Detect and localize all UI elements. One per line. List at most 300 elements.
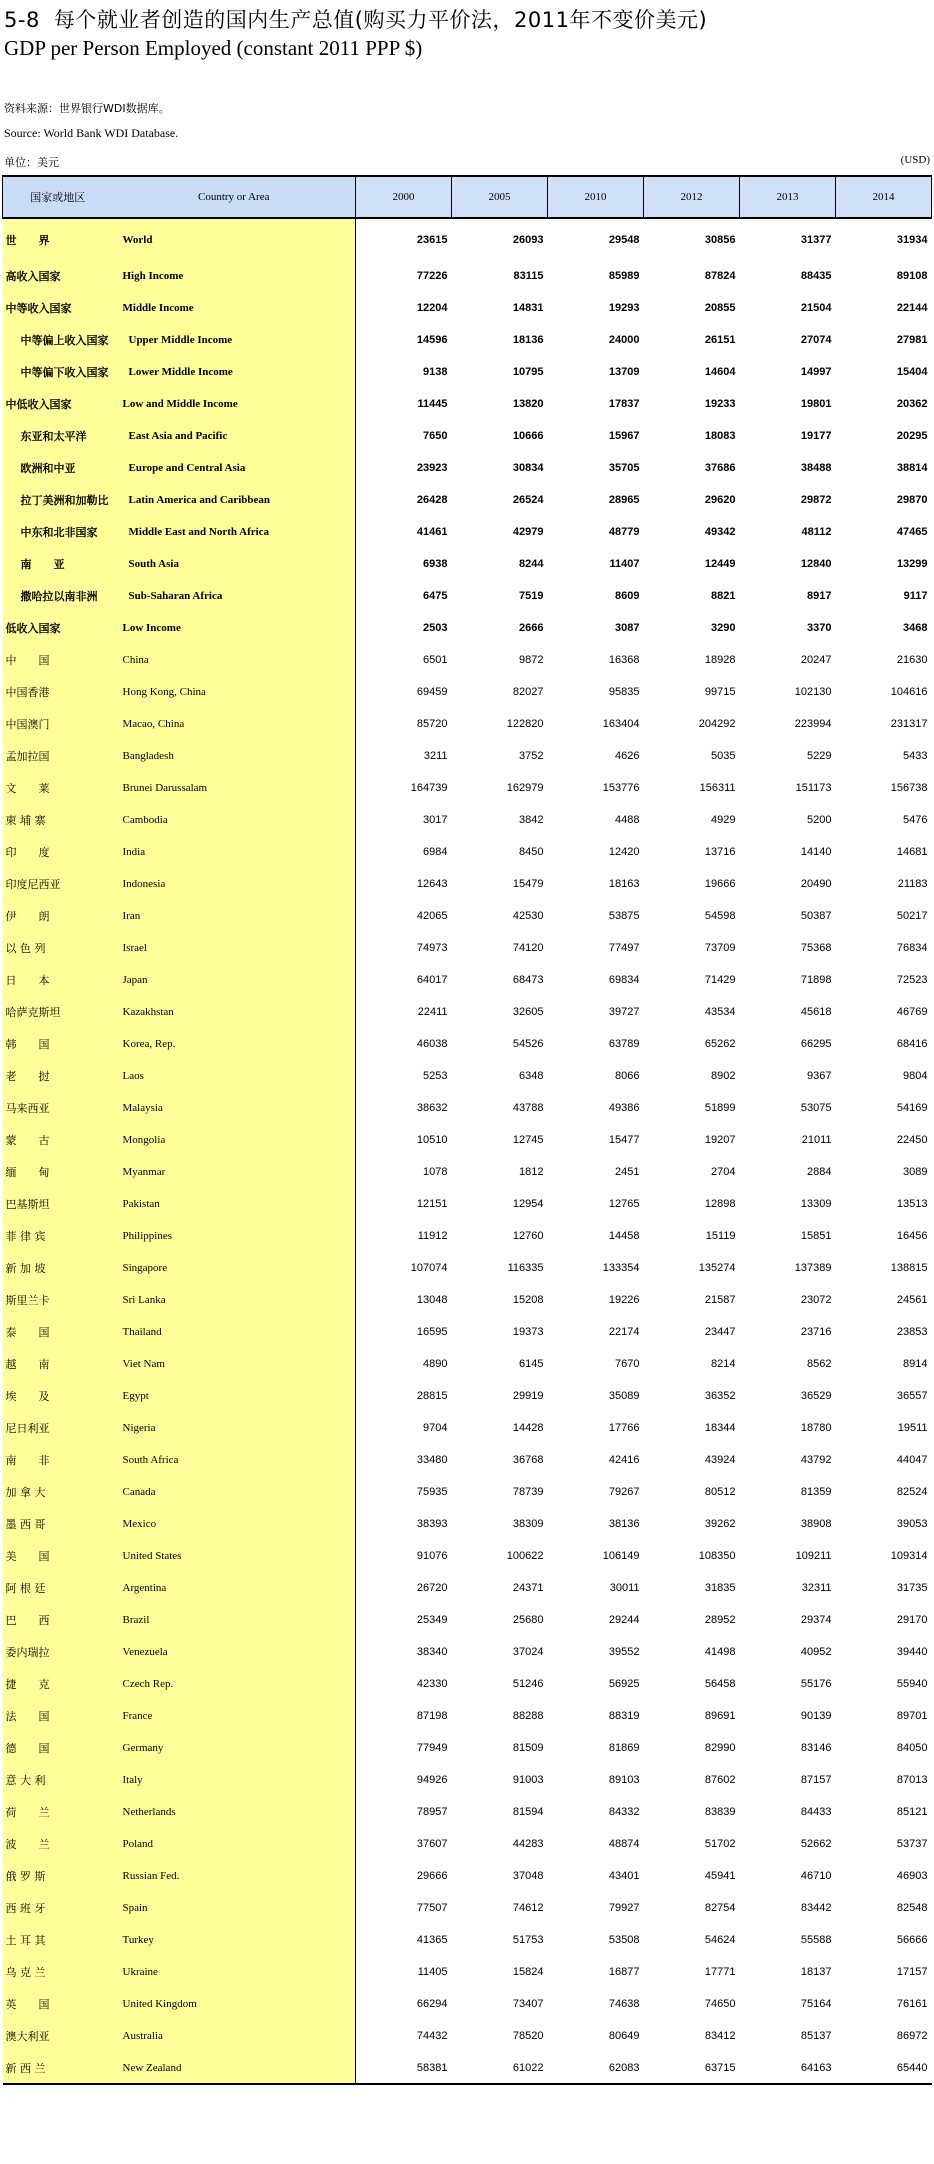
value-cell: 85121 [896, 1806, 928, 1818]
value-cell: 24371 [512, 1582, 544, 1594]
value-cell: 27981 [896, 334, 928, 346]
value-cell: 84332 [608, 1806, 640, 1818]
country-name-cn: 新 加 坡 [3, 1252, 113, 1284]
value-cell: 3752 [519, 750, 544, 762]
country-name-en: High Income [113, 260, 356, 292]
value-cell: 8917 [807, 590, 832, 602]
country-name-cn: 西 班 牙 [3, 1892, 113, 1924]
country-name-cn: 巴 西 [3, 1604, 113, 1636]
value-cell: 4929 [711, 814, 736, 826]
table-row [3, 1220, 932, 1252]
country-name-cn: 韩 国 [3, 1028, 113, 1060]
country-name-cn: 东亚和太平洋 [3, 420, 113, 452]
value-cell: 83115 [513, 270, 544, 282]
country-name-en: Brunei Darussalam [113, 772, 356, 804]
value-cell: 36529 [800, 1390, 832, 1402]
value-cell: 26151 [704, 334, 736, 346]
value-cell: 13716 [704, 846, 736, 858]
value-cell: 31377 [800, 233, 832, 246]
value-cell: 29872 [800, 494, 832, 506]
value-cell: 36557 [896, 1390, 928, 1402]
table-row [3, 452, 932, 484]
header-year: 2013 [740, 176, 836, 218]
value-cell: 13309 [800, 1198, 832, 1210]
value-cell: 135274 [698, 1262, 736, 1274]
value-cell: 9367 [807, 1070, 832, 1082]
table-row [3, 932, 932, 964]
value-cell: 74973 [416, 942, 448, 954]
value-cell: 2503 [423, 622, 448, 634]
value-cell: 116335 [507, 1262, 544, 1274]
value-cell: 30856 [704, 233, 736, 246]
country-name-en: Macao, China [113, 708, 356, 740]
value-cell: 87157 [800, 1774, 832, 1786]
country-name-en: Low and Middle Income [113, 388, 356, 420]
value-cell: 91003 [512, 1774, 544, 1786]
value-cell: 20490 [800, 878, 832, 890]
value-cell: 12151 [416, 1198, 448, 1210]
value-cell: 18928 [704, 654, 736, 666]
table-row [3, 1060, 932, 1092]
table-row [3, 1636, 932, 1668]
value-cell: 6475 [423, 590, 448, 602]
value-cell: 22450 [896, 1134, 928, 1146]
country-name-cn: 欧洲和中亚 [3, 452, 113, 484]
country-name-en: Venezuela [113, 1636, 356, 1668]
value-cell: 8609 [615, 590, 640, 602]
value-cell: 51899 [704, 1102, 736, 1114]
country-name-en: Russian Fed. [113, 1860, 356, 1892]
value-cell: 156311 [699, 782, 736, 794]
table-row [3, 1380, 932, 1412]
country-name-en: Argentina [113, 1572, 356, 1604]
value-cell: 21504 [800, 302, 832, 314]
country-name-en: South Asia [113, 548, 356, 580]
value-cell: 84433 [800, 1806, 832, 1818]
value-cell: 74432 [416, 2030, 448, 2042]
country-name-en: Lower Middle Income [113, 356, 356, 388]
value-cell: 18344 [704, 1422, 736, 1434]
value-cell: 38340 [416, 1646, 448, 1658]
value-cell: 4626 [615, 750, 640, 762]
value-cell: 9138 [423, 366, 448, 378]
table-row [3, 1796, 932, 1828]
country-name-cn: 巴基斯坦 [3, 1188, 113, 1220]
table-row [3, 1892, 932, 1924]
country-name-cn: 乌 克 兰 [3, 1956, 113, 1988]
country-name-cn: 英 国 [3, 1988, 113, 2020]
header-year: 2012 [644, 176, 740, 218]
value-cell: 42530 [512, 910, 544, 922]
value-cell: 19511 [897, 1422, 928, 1434]
value-cell: 100622 [506, 1550, 544, 1562]
value-cell: 26428 [416, 494, 448, 506]
value-cell: 20362 [896, 398, 928, 410]
value-cell: 7650 [423, 430, 448, 442]
value-cell: 77497 [608, 942, 640, 954]
unit-label-en: (USD) [900, 154, 930, 166]
table-row [3, 484, 932, 516]
table-row [3, 1988, 932, 2020]
table-row [3, 1092, 932, 1124]
value-cell: 133354 [602, 1262, 640, 1274]
header-year: 2014 [836, 176, 932, 218]
value-cell: 82754 [704, 1902, 736, 1914]
value-cell: 31835 [704, 1582, 736, 1594]
value-cell: 16595 [416, 1326, 448, 1338]
value-cell: 54598 [704, 910, 736, 922]
value-cell: 32605 [512, 1006, 544, 1018]
value-cell: 46903 [896, 1870, 928, 1882]
value-cell: 63715 [644, 2052, 740, 2084]
country-name-en: Canada [113, 1476, 356, 1508]
value-cell: 21183 [897, 878, 928, 890]
value-cell: 43534 [704, 1006, 736, 1018]
value-cell: 90139 [800, 1710, 832, 1722]
value-cell: 69834 [608, 974, 640, 986]
value-cell: 11445 [417, 398, 448, 410]
value-cell: 32311 [801, 1582, 832, 1594]
value-cell: 55940 [896, 1678, 928, 1690]
value-cell: 51702 [704, 1838, 736, 1850]
value-cell: 102130 [794, 686, 832, 698]
value-cell: 87602 [704, 1774, 736, 1786]
value-cell: 94926 [416, 1774, 448, 1786]
country-name-cn: 泰 国 [3, 1316, 113, 1348]
country-name-en: Laos [113, 1060, 356, 1092]
table-row [3, 1732, 932, 1764]
country-name-en: China [113, 644, 356, 676]
value-cell: 81594 [512, 1806, 544, 1818]
value-cell: 41365 [416, 1934, 448, 1946]
value-cell: 14596 [416, 334, 448, 346]
table-row [3, 1572, 932, 1604]
value-cell: 8562 [807, 1358, 832, 1370]
value-cell: 23853 [896, 1326, 928, 1338]
unit-label-cn: 单位：美元 [4, 156, 59, 169]
country-name-cn: 斯里兰卡 [3, 1284, 113, 1316]
country-name-en: Kazakhstan [113, 996, 356, 1028]
value-cell: 10510 [416, 1134, 448, 1146]
value-cell: 104616 [890, 686, 928, 698]
country-name-cn: 委内瑞拉 [3, 1636, 113, 1668]
value-cell: 18083 [704, 430, 736, 442]
value-cell: 163404 [602, 718, 640, 730]
value-cell: 109211 [795, 1550, 832, 1562]
value-cell: 204292 [698, 718, 736, 730]
country-name-en: United Kingdom [113, 1988, 356, 2020]
table-row [3, 804, 932, 836]
country-name-cn: 中东和北非国家 [3, 516, 113, 548]
value-cell: 82027 [512, 686, 544, 698]
value-cell: 29919 [512, 1390, 544, 1402]
value-cell: 75164 [800, 1998, 832, 2010]
value-cell: 5253 [423, 1070, 448, 1082]
country-name-cn: 荷 兰 [3, 1796, 113, 1828]
value-cell: 88288 [512, 1710, 544, 1722]
value-cell: 3842 [519, 814, 544, 826]
value-cell: 16456 [896, 1230, 928, 1242]
country-name-en: Middle Income [113, 292, 356, 324]
table-row [3, 548, 932, 580]
value-cell: 61022 [452, 2052, 548, 2084]
value-cell: 13709 [608, 366, 640, 378]
value-cell: 27074 [800, 334, 832, 346]
value-cell: 37048 [512, 1870, 544, 1882]
value-cell: 80512 [704, 1486, 736, 1498]
value-cell: 4890 [423, 1358, 448, 1370]
value-cell: 72523 [896, 974, 928, 986]
value-cell: 52662 [800, 1838, 832, 1850]
value-cell: 44283 [512, 1838, 544, 1850]
country-name-cn: 高收入国家 [3, 260, 113, 292]
value-cell: 21630 [896, 654, 928, 666]
value-cell: 3468 [903, 622, 928, 634]
value-cell: 53875 [608, 910, 640, 922]
value-cell: 3211 [423, 750, 448, 762]
value-cell: 71429 [704, 974, 736, 986]
value-cell: 80649 [608, 2030, 640, 2042]
value-cell: 6938 [423, 558, 448, 570]
value-cell: 3087 [615, 622, 640, 634]
country-name-en: Indonesia [113, 868, 356, 900]
value-cell: 21011 [801, 1134, 832, 1146]
value-cell: 73709 [704, 942, 736, 954]
header-year: 2010 [548, 176, 644, 218]
value-cell: 12840 [800, 558, 832, 570]
value-cell: 71898 [800, 974, 832, 986]
value-cell: 15967 [608, 430, 640, 442]
value-cell: 23615 [416, 233, 448, 246]
value-cell: 23716 [800, 1326, 832, 1338]
table-row [3, 1604, 932, 1636]
value-cell: 29170 [896, 1614, 928, 1626]
country-name-en: Cambodia [113, 804, 356, 836]
country-name-cn: 捷 克 [3, 1668, 113, 1700]
value-cell: 46769 [896, 1006, 928, 1018]
table-row [3, 644, 932, 676]
country-name-en: Iran [113, 900, 356, 932]
table-row [3, 1284, 932, 1316]
value-cell: 39440 [896, 1646, 928, 1658]
value-cell: 12954 [512, 1198, 544, 1210]
value-cell: 55588 [800, 1934, 832, 1946]
value-cell: 30011 [609, 1582, 640, 1594]
value-cell: 86972 [896, 2030, 928, 2042]
value-cell: 63789 [608, 1038, 640, 1050]
country-name-cn: 拉丁美洲和加勒比 [3, 484, 113, 516]
value-cell: 66294 [416, 1998, 448, 2010]
country-name-en: Korea, Rep. [113, 1028, 356, 1060]
value-cell: 69459 [416, 686, 448, 698]
country-name-cn: 中国香港 [3, 676, 113, 708]
value-cell: 162979 [506, 782, 544, 794]
value-cell: 8066 [615, 1070, 640, 1082]
value-cell: 65440 [836, 2052, 932, 2084]
value-cell: 29374 [800, 1614, 832, 1626]
table-row [3, 612, 932, 644]
country-name-en: New Zealand [113, 2052, 356, 2084]
value-cell: 46038 [416, 1038, 448, 1050]
table-row [3, 2020, 932, 2052]
value-cell: 33480 [416, 1454, 448, 1466]
value-cell: 51246 [512, 1678, 544, 1690]
value-cell: 15824 [512, 1966, 544, 1978]
value-cell: 18136 [512, 334, 544, 346]
value-cell: 74650 [704, 1998, 736, 2010]
value-cell: 55176 [800, 1678, 832, 1690]
value-cell: 43792 [800, 1454, 832, 1466]
value-cell: 38136 [608, 1518, 640, 1530]
country-name-cn: 菲 律 宾 [3, 1220, 113, 1252]
value-cell: 81869 [608, 1742, 640, 1754]
value-cell: 16368 [608, 654, 640, 666]
value-cell: 81359 [800, 1486, 832, 1498]
value-cell: 43788 [512, 1102, 544, 1114]
table-row [3, 1156, 932, 1188]
value-cell: 151173 [795, 782, 832, 794]
value-cell: 29244 [608, 1614, 640, 1626]
value-cell: 87824 [704, 270, 736, 282]
value-cell: 39552 [608, 1646, 640, 1658]
country-name-cn: 波 兰 [3, 1828, 113, 1860]
country-name-cn: 俄 罗 斯 [3, 1860, 113, 1892]
table-row [3, 900, 932, 932]
value-cell: 2666 [519, 622, 544, 634]
value-cell: 8214 [711, 1358, 736, 1370]
country-name-cn: 世 界 [3, 218, 113, 260]
value-cell: 76834 [896, 942, 928, 954]
value-cell: 13820 [512, 398, 544, 410]
value-cell: 54526 [512, 1038, 544, 1050]
country-name-en: Latin America and Caribbean [113, 484, 356, 516]
value-cell: 65262 [704, 1038, 736, 1050]
value-cell: 82524 [896, 1486, 928, 1498]
value-cell: 11407 [609, 558, 640, 570]
value-cell: 15119 [705, 1230, 736, 1242]
country-name-cn: 中等偏下收入国家 [3, 356, 113, 388]
value-cell: 89108 [896, 270, 928, 282]
country-name-cn: 低收入国家 [3, 612, 113, 644]
table-row [3, 708, 932, 740]
header-country-en: Country or Area [113, 176, 356, 218]
value-cell: 22174 [608, 1326, 640, 1338]
country-name-cn: 孟加拉国 [3, 740, 113, 772]
table-body [3, 218, 932, 2084]
value-cell: 9117 [903, 590, 928, 602]
value-cell: 9804 [903, 1070, 928, 1082]
value-cell: 82548 [896, 1902, 928, 1914]
value-cell: 19293 [608, 302, 640, 314]
value-cell: 64017 [416, 974, 448, 986]
table-row [3, 324, 932, 356]
country-name-cn: 中国澳门 [3, 708, 113, 740]
value-cell: 26524 [512, 494, 544, 506]
country-name-cn: 柬 埔 寨 [3, 804, 113, 836]
value-cell: 85989 [608, 270, 640, 282]
country-name-cn: 缅 甸 [3, 1156, 113, 1188]
value-cell: 19666 [704, 878, 736, 890]
value-cell: 85137 [800, 2030, 832, 2042]
value-cell: 49386 [608, 1102, 640, 1114]
value-cell: 49342 [704, 526, 736, 538]
value-cell: 48779 [608, 526, 640, 538]
value-cell: 73407 [512, 1998, 544, 2010]
value-cell: 13048 [416, 1294, 448, 1306]
value-cell: 29620 [704, 494, 736, 506]
country-name-cn: 文 莱 [3, 772, 113, 804]
value-cell: 164739 [410, 782, 448, 794]
country-name-en: Thailand [113, 1316, 356, 1348]
value-cell: 19177 [800, 430, 832, 442]
value-cell: 9704 [423, 1422, 448, 1434]
value-cell: 19226 [608, 1294, 640, 1306]
value-cell: 95835 [608, 686, 640, 698]
value-cell: 6984 [423, 846, 448, 858]
table-row [3, 1956, 932, 1988]
gdp-table [2, 175, 932, 2085]
value-cell: 22411 [417, 1006, 448, 1018]
table-row [3, 292, 932, 324]
value-cell: 13299 [896, 558, 928, 570]
value-cell: 83146 [800, 1742, 832, 1754]
value-cell: 48874 [608, 1838, 640, 1850]
value-cell: 29666 [416, 1870, 448, 1882]
country-name-cn: 美 国 [3, 1540, 113, 1572]
value-cell: 37607 [416, 1838, 448, 1850]
value-cell: 78957 [416, 1806, 448, 1818]
country-name-cn: 日 本 [3, 964, 113, 996]
value-cell: 68473 [512, 974, 544, 986]
value-cell: 5476 [903, 814, 928, 826]
country-name-en: Mexico [113, 1508, 356, 1540]
country-name-en: France [113, 1700, 356, 1732]
value-cell: 18137 [800, 1966, 832, 1978]
value-cell: 77949 [416, 1742, 448, 1754]
country-name-cn: 墨 西 哥 [3, 1508, 113, 1540]
value-cell: 10795 [512, 366, 544, 378]
value-cell: 5433 [903, 750, 928, 762]
value-cell: 3290 [711, 622, 736, 634]
country-name-en: East Asia and Pacific [113, 420, 356, 452]
value-cell: 56925 [608, 1678, 640, 1690]
value-cell: 12745 [512, 1134, 544, 1146]
value-cell: 41498 [704, 1646, 736, 1658]
value-cell: 19373 [512, 1326, 544, 1338]
value-cell: 88435 [800, 270, 832, 282]
country-name-cn: 新 西 兰 [3, 2052, 113, 2084]
table-row [3, 1476, 932, 1508]
country-name-en: Netherlands [113, 1796, 356, 1828]
value-cell: 21587 [704, 1294, 736, 1306]
country-name-cn: 尼日利亚 [3, 1412, 113, 1444]
value-cell: 122820 [506, 718, 544, 730]
value-cell: 46710 [800, 1870, 832, 1882]
value-cell: 42065 [416, 910, 448, 922]
country-name-cn: 意 大 利 [3, 1764, 113, 1796]
table-row [3, 836, 932, 868]
value-cell: 3370 [807, 622, 832, 634]
value-cell: 10666 [512, 430, 544, 442]
value-cell: 39262 [704, 1518, 736, 1530]
page-title-cn [4, 4, 707, 34]
value-cell: 17771 [704, 1966, 736, 1978]
value-cell: 109314 [890, 1550, 928, 1562]
value-cell: 12643 [416, 878, 448, 890]
country-name-cn: 越 南 [3, 1348, 113, 1380]
value-cell: 28815 [416, 1390, 448, 1402]
table-row [3, 388, 932, 420]
